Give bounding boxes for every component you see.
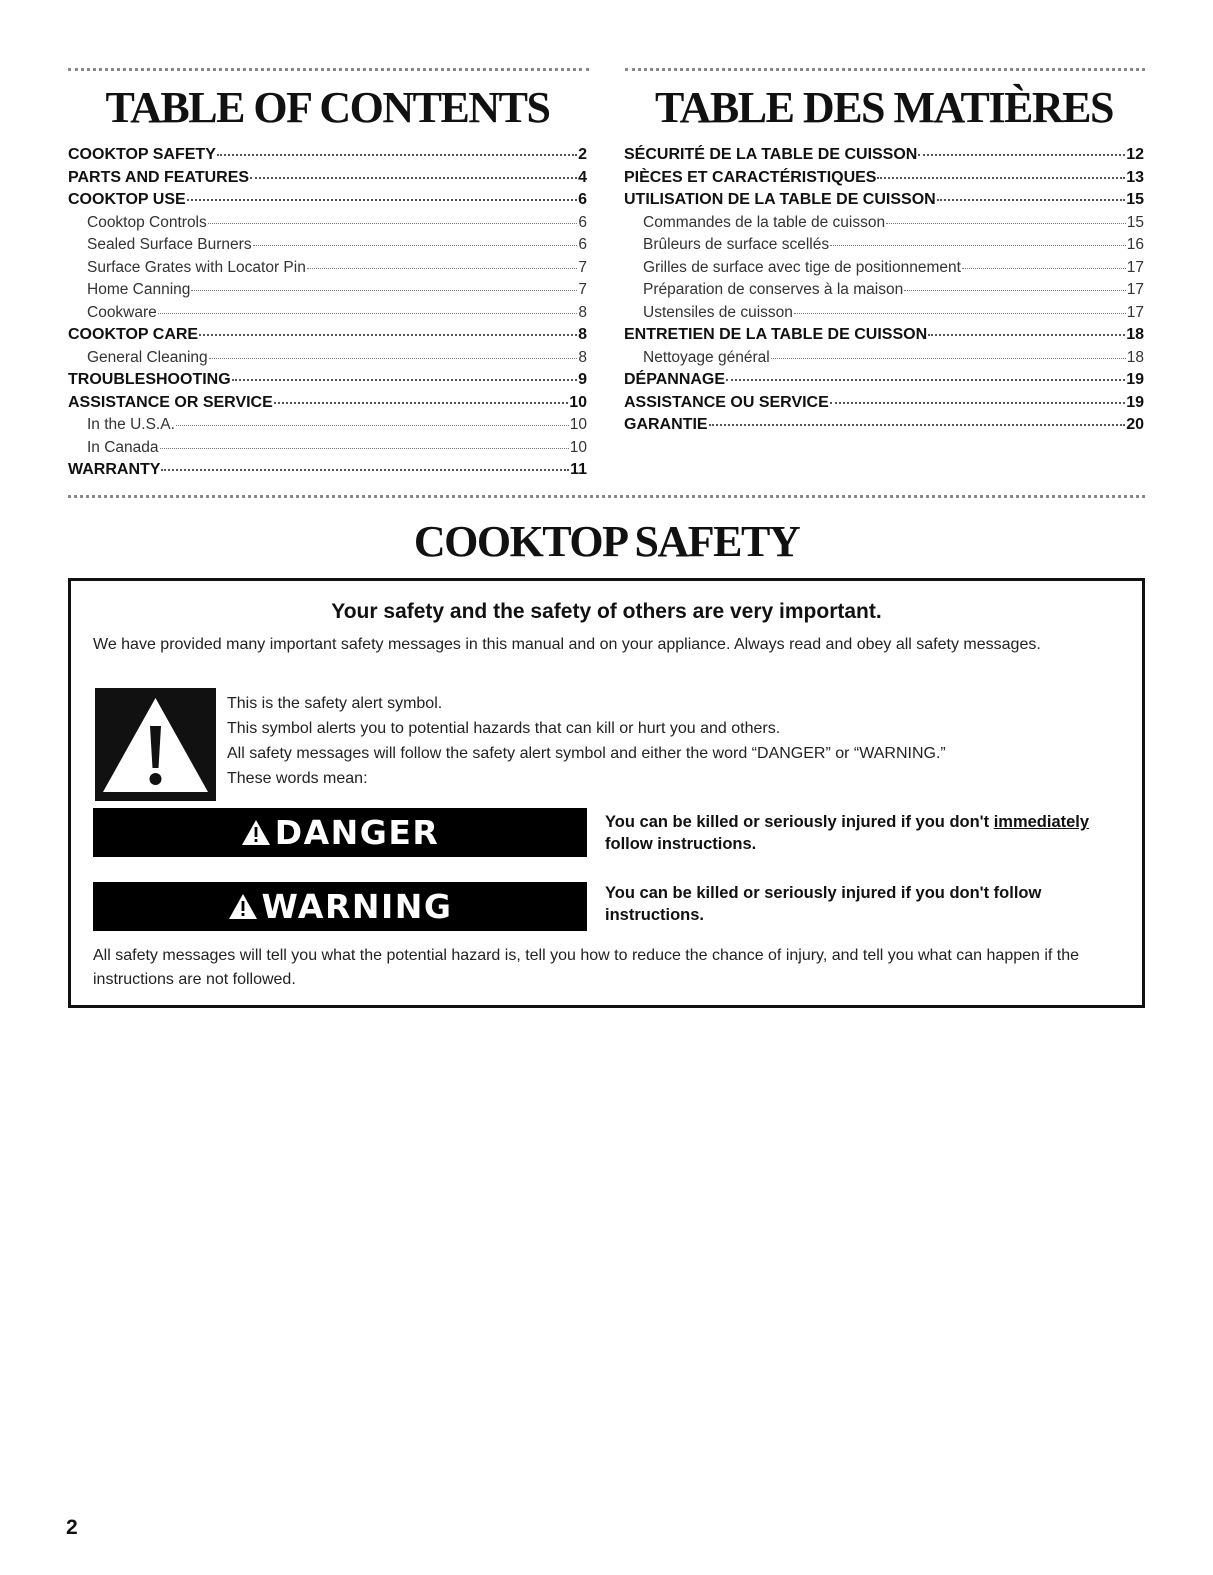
top-rule-left [68, 68, 589, 71]
toc-entry-page: 15 [1126, 213, 1144, 231]
danger-text-start: You can be killed or seriously injured if you don't [605, 813, 994, 831]
toc-entry-page: 17 [1126, 303, 1144, 321]
toc-entry [68, 212, 587, 235]
warning-label: WARNING [261, 887, 453, 926]
toc-leader-dots [904, 290, 1126, 291]
toc-entry [624, 414, 1144, 437]
toc-entry-page: 10 [569, 416, 587, 433]
toc-entry-label: GARANTIE [624, 416, 708, 433]
toc-leader-dots [307, 268, 578, 269]
alert-line: These words mean: [227, 770, 368, 787]
toc-entry-label: Préparation de conserves à la maison [643, 281, 904, 298]
toc-entry [68, 279, 587, 302]
toc-leader-dots [160, 448, 569, 449]
toc-leader-dots [209, 358, 578, 359]
toc-entry-label: General Cleaning [87, 348, 208, 366]
toc-entry [68, 144, 587, 167]
toc-entry-label: Ustensiles de cuisson [643, 303, 793, 321]
danger-text-end: follow instructions. [605, 835, 757, 853]
toc-entry-page: 6 [578, 191, 587, 208]
toc-leader-dots [250, 177, 577, 179]
toc-entry-page: 9 [578, 371, 587, 388]
toc-entry [68, 437, 587, 460]
toc-leader-dots [274, 402, 568, 404]
toc-entry [68, 234, 587, 257]
toc-leader-dots [176, 425, 569, 426]
toc-leader-dots [217, 154, 577, 156]
toc-entry-page: 2 [578, 146, 587, 163]
toc-entry-page: 17 [1126, 281, 1144, 298]
toc-leader-dots [830, 245, 1126, 246]
toc-entry [624, 347, 1144, 370]
toc-leader-dots [161, 469, 569, 471]
toc-entry-page: 11 [570, 461, 587, 478]
danger-signal-banner [93, 808, 587, 857]
toc-entry [68, 324, 587, 347]
toc-entry-page: 12 [1126, 146, 1144, 163]
toc-entry-label: SÉCURITÉ DE LA TABLE DE CUISSON [624, 146, 918, 163]
toc-leader-dots [830, 402, 1125, 404]
toc-entry-label: COOKTOP CARE [68, 326, 199, 343]
toc-entry-page: 8 [578, 326, 587, 343]
toc-entry-label: PARTS AND FEATURES [68, 168, 250, 186]
toc-entry [624, 302, 1144, 325]
toc-entry-label: Brûleurs de surface scellés [643, 236, 830, 253]
safety-closing: All safety messages will tell you what the potential hazard is, tell you how to reduce the chance of injury, and tell you what can happen if the instructions are not followed. [93, 947, 1080, 988]
toc-entry-label: DÉPANNAGE [624, 371, 726, 388]
toc-entry-label: WARRANTY [68, 461, 161, 478]
safety-box [68, 578, 1145, 1008]
toc-french [624, 84, 1144, 437]
toc-leader-dots [771, 358, 1126, 359]
toc-leader-dots [187, 199, 577, 201]
safety-heading: Your safety and the safety of others are very important. [331, 600, 882, 623]
toc-leader-dots [877, 177, 1125, 179]
toc-entry [624, 234, 1144, 257]
toc-leader-dots [208, 223, 578, 224]
toc-entry-page: 18 [1126, 348, 1144, 366]
toc-leader-dots [199, 334, 577, 336]
toc-entry [624, 324, 1144, 347]
toc-leader-dots [191, 290, 577, 291]
toc-french-list [624, 144, 1144, 437]
toc-entry-page: 18 [1126, 326, 1144, 343]
toc-leader-dots [937, 199, 1126, 201]
alert-line: This is the safety alert symbol. [227, 695, 443, 712]
alert-explanation [227, 692, 946, 792]
alert-line: This symbol alerts you to potential hazards that can kill or hurt you and others. [227, 720, 781, 737]
toc-leader-dots [928, 334, 1125, 336]
toc-leader-dots [918, 154, 1125, 156]
toc-entry-page: 7 [578, 281, 587, 298]
safety-alert-triangle-icon [95, 688, 216, 801]
warning-signal-banner [93, 882, 587, 931]
danger-text-emphasis: immediately [993, 813, 1090, 831]
toc-entry [68, 189, 587, 212]
toc-entry-page: 20 [1126, 416, 1144, 433]
toc-entry-page: 19 [1126, 393, 1144, 411]
toc-entry-page: 8 [578, 303, 587, 321]
toc-entry [624, 257, 1144, 280]
toc-leader-dots [726, 379, 1125, 381]
toc-entry-label: Home Canning [87, 281, 191, 298]
toc-entry-label: In the U.S.A. [87, 416, 175, 433]
toc-entry [624, 144, 1144, 167]
section-title: COOKTOP SAFETY [413, 517, 800, 566]
toc-french-title: TABLE DES MATIÈRES [655, 83, 1113, 132]
toc-entry [624, 279, 1144, 302]
warning-triangle-icon [241, 819, 271, 846]
toc-leader-dots [794, 313, 1126, 314]
toc-entry-page: 6 [578, 236, 587, 253]
danger-label: DANGER [274, 813, 440, 852]
toc-entry-page: 10 [569, 393, 587, 411]
toc-entry-label: Nettoyage général [643, 348, 770, 366]
toc-entry-label: Cooktop Controls [87, 213, 207, 231]
toc-entry [624, 369, 1144, 392]
toc-entry-label: PIÈCES ET CARACTÉRISTIQUES [624, 168, 877, 186]
toc-entry-page: 16 [1126, 236, 1144, 253]
toc-english-title: TABLE OF CONTENTS [105, 83, 550, 132]
toc-entry-page: 7 [578, 258, 587, 276]
toc-entry [68, 369, 587, 392]
toc-entry-page: 17 [1126, 258, 1144, 276]
toc-entry [624, 167, 1144, 190]
toc-entry-label: Commandes de la table de cuisson [643, 213, 886, 231]
toc-entry-label: Sealed Surface Burners [87, 236, 252, 253]
toc-entry [624, 392, 1144, 415]
toc-entry [624, 212, 1144, 235]
safety-intro: We have provided many important safety messages in this manual and on your appliance. Always read and obey all safety messages. [93, 636, 1041, 653]
page-number: 2 [66, 1516, 78, 1539]
warning-triangle-icon [228, 893, 258, 920]
toc-entry [68, 392, 587, 415]
toc-entry-label: ASSISTANCE OU SERVICE [624, 393, 829, 411]
toc-entry [68, 257, 587, 280]
toc-entry-page: 6 [578, 213, 587, 231]
toc-entry-page: 10 [569, 438, 587, 456]
toc-entry-page: 4 [578, 168, 587, 186]
danger-description [605, 811, 1125, 855]
alert-line: All safety messages will follow the safety alert symbol and either the word “DANGER” or “WARNING.” [227, 745, 946, 762]
toc-entry-label: COOKTOP SAFETY [68, 146, 216, 163]
toc-entry-label: ENTRETIEN DE LA TABLE DE CUISSON [624, 326, 928, 343]
toc-entry-page: 15 [1126, 191, 1144, 208]
toc-entry-label: Surface Grates with Locator Pin [87, 258, 306, 276]
toc-english-list [68, 144, 587, 482]
toc-entry [68, 347, 587, 370]
toc-entry [68, 414, 587, 437]
toc-entry-label: TROUBLESHOOTING [68, 371, 231, 388]
warning-description: You can be killed or seriously injured if you don't follow instructions. [605, 884, 1042, 924]
top-rule-right [625, 68, 1145, 71]
toc-entry [68, 167, 587, 190]
toc-entry-page: 8 [578, 348, 587, 366]
toc-entry-label: Grilles de surface avec tige de positionnement [643, 258, 961, 276]
toc-leader-dots [158, 313, 578, 314]
toc-leader-dots [962, 268, 1126, 269]
toc-leader-dots [886, 223, 1126, 224]
toc-entry-label: COOKTOP USE [68, 191, 186, 208]
toc-entry-page: 13 [1126, 168, 1144, 186]
toc-entry-label: In Canada [87, 438, 159, 456]
toc-entry [68, 459, 587, 482]
middle-rule [68, 495, 1145, 498]
toc-entry-label: Cookware [87, 303, 157, 321]
toc-entry-page: 19 [1126, 371, 1144, 388]
toc-english [68, 84, 587, 482]
toc-leader-dots [253, 245, 578, 246]
toc-leader-dots [232, 379, 577, 381]
toc-entry [68, 302, 587, 325]
toc-entry-label: UTILISATION DE LA TABLE DE CUISSON [624, 191, 936, 208]
toc-leader-dots [709, 424, 1126, 426]
toc-entry-label: ASSISTANCE OR SERVICE [68, 393, 273, 411]
toc-entry [624, 189, 1144, 212]
